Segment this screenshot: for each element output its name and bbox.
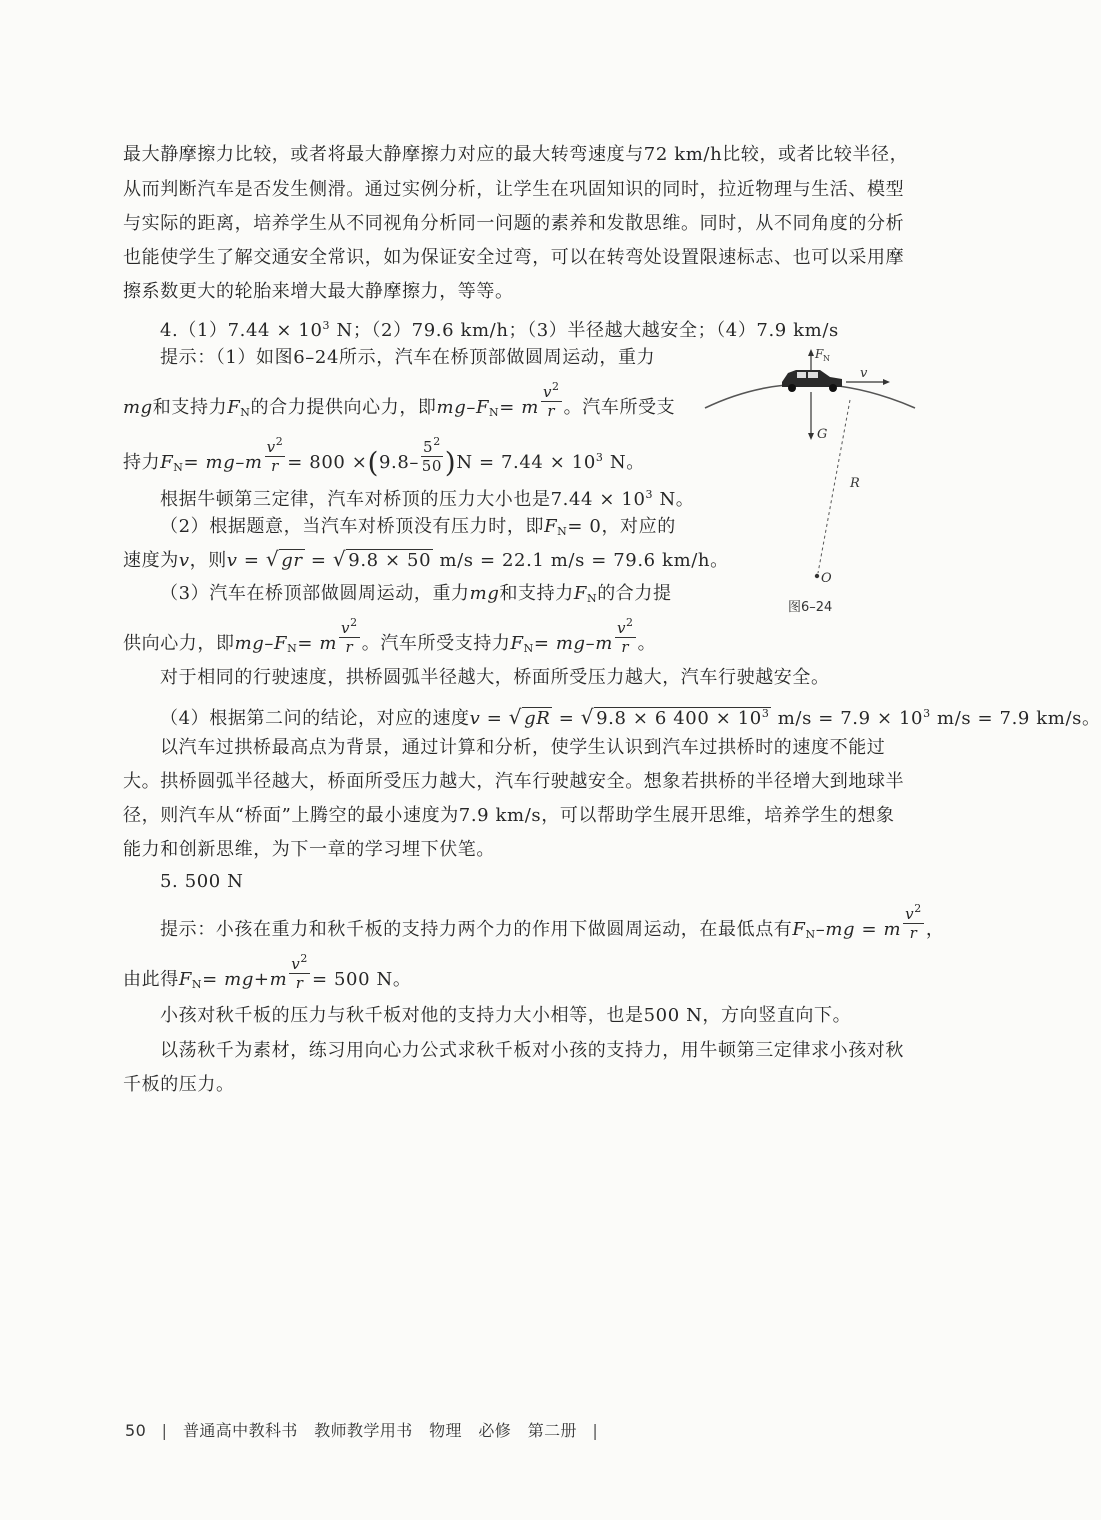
center-point [815,574,819,578]
q5-line3: 小孩对秋千板的压力与秋千板对他的支持力大小相等，也是500 N，方向竖直向下。 [160,1005,852,1026]
q4-third-law: 根据牛顿第三定律，汽车对桥顶的压力大小也是$7.44 \times 10^3$ N。 [160,488,695,510]
q5-hint-line1: 提示：小孩在重力和秋千板的支持力两个力的作用下做圆周运动，在最低点有$F_N-mg = m$ $\frac{v^2}{r}$ ， [160,902,945,942]
r-label: R [850,476,860,491]
radius-line [818,400,850,573]
q5-line4: 以荡秋千为素材，练习用向心力公式求秋千板对小孩的支持力，用牛顿第三定律求小孩对秋 [160,1040,904,1061]
q4-part3-line1: （3）汽车在桥顶部做圆周运动，重力mg和支持力$F_N$的合力提 [160,583,672,605]
q4-answer: $4.(1)7.44 \times 10^3$ N；（2）79.6 km/h；（3）半径越大越安全；（4）7.9 km/s [160,319,839,341]
para1-line4: 也能使学生了解交通安全常识，如为保证安全过弯，可以在转弯处设置限速标志、也可以采用摩 [123,247,905,268]
g-label: G [817,427,828,442]
para1-line1: 最大静摩擦力比较，或者将最大静摩擦力对应的最大转弯速度与72 km/h比较，或者比较半径， [123,144,909,165]
q4-part3-line2: 供向心力，即$mg-F_N= m$ $\frac{v^2}{r}$ 。汽车所受支持力$F_N= mg-m$ $\frac{v^2}{r}$ 。 [123,616,657,656]
book-series: 普通高中教科书 [182,1421,298,1440]
q4-discussion-line2: 大。拱桥圆弧半径越大，桥面所受压力越大，汽车行驶越安全。想象若拱桥的半径增大到地球半 [123,771,905,792]
page-footer: 50 | 普通高中教科书 教师教学用书 物理 必修 第二册 | [125,1421,599,1440]
volume: 必修 [478,1421,512,1440]
q4-discussion-line3: 径，则汽车从“桥面”上腾空的最小速度为7.9 km/s，可以帮助学生展开思维，培养学生的想象 [123,805,895,826]
page-number: 50 [125,1421,147,1440]
q5-line5: 千板的压力。 [123,1074,235,1095]
q4-discussion-line4: 能力和创新思维，为下一章的学习埋下伏笔。 [123,839,495,860]
car-icon [782,370,842,392]
para1-line5: 擦系数更大的轮胎来增大最大静摩擦力，等等。 [123,281,514,302]
v-label: v [860,366,868,381]
q5-hint-line2: 由此得$F_N= mg+m$ $\frac{v^2}{r}$ = 500 N。 [123,952,412,992]
para1-line2: 从而判断汽车是否发生侧滑。通过实例分析，让学生在巩固知识的同时，拉近物理与生活、模型 [123,179,905,200]
figure-6-24 [700,340,920,630]
figure-caption: 图6–24 [788,600,833,615]
bridge-arc [705,384,915,408]
q4-part3-conclusion: 对于相同的行驶速度，拱桥圆弧半径越大，桥面所受压力越大，汽车行驶越安全。 [160,667,830,688]
book-type: 教师教学用书 [314,1421,413,1440]
q4-hint1-line1: 提示：（1）如图6–24所示，汽车在桥顶部做圆周运动，重力 [160,347,656,368]
q4-part2-line2: 速度为v，则v = √ gr = √ 9.8 × 50 m/s = 22.1 m/s = 79.6 km/h。 [123,547,729,571]
book-part: 第二册 [527,1421,577,1440]
q5-answer: 5. 500 N [160,871,244,892]
o-label: O [821,571,832,586]
fn-sub-label: N [823,354,830,363]
fn-label: F [815,347,824,361]
q4-part2-line1: （2）根据题意，当汽车对桥顶没有压力时，即$F_N= 0$，对应的 [160,516,676,538]
subject: 物理 [429,1421,462,1440]
q4-hint1-line3: 持力$F_N= mg-m$ $\frac{v^2}{r}$ = 800 ×(9.8– $\frac{5^2}{50}$ )$N = 7.44 \times 10^3$ N。 [123,435,645,479]
para1-line3: 与实际的距离，培养学生从不同视角分析同一问题的素养和发散思维。同时，从不同角度的分析 [123,213,905,234]
q4-hint1-line2: mg和支持力$F_N$的合力提供向心力，即$mg-F_N= m$ $\frac{v^2}{r}$ 。汽车所受支 [123,380,676,420]
q4-part4: （4）根据第二问的结论，对应的速度v = √ gR = √ 9.8 × 6 $400 \times 10^3$ $m/s = 7.9 \times 10^3$ m/s = 7.9 km/s。 [160,705,1101,729]
q4-discussion-line1: 以汽车过拱桥最高点为背景，通过计算和分析，使学生认识到汽车过拱桥时的速度不能过 [160,737,886,758]
